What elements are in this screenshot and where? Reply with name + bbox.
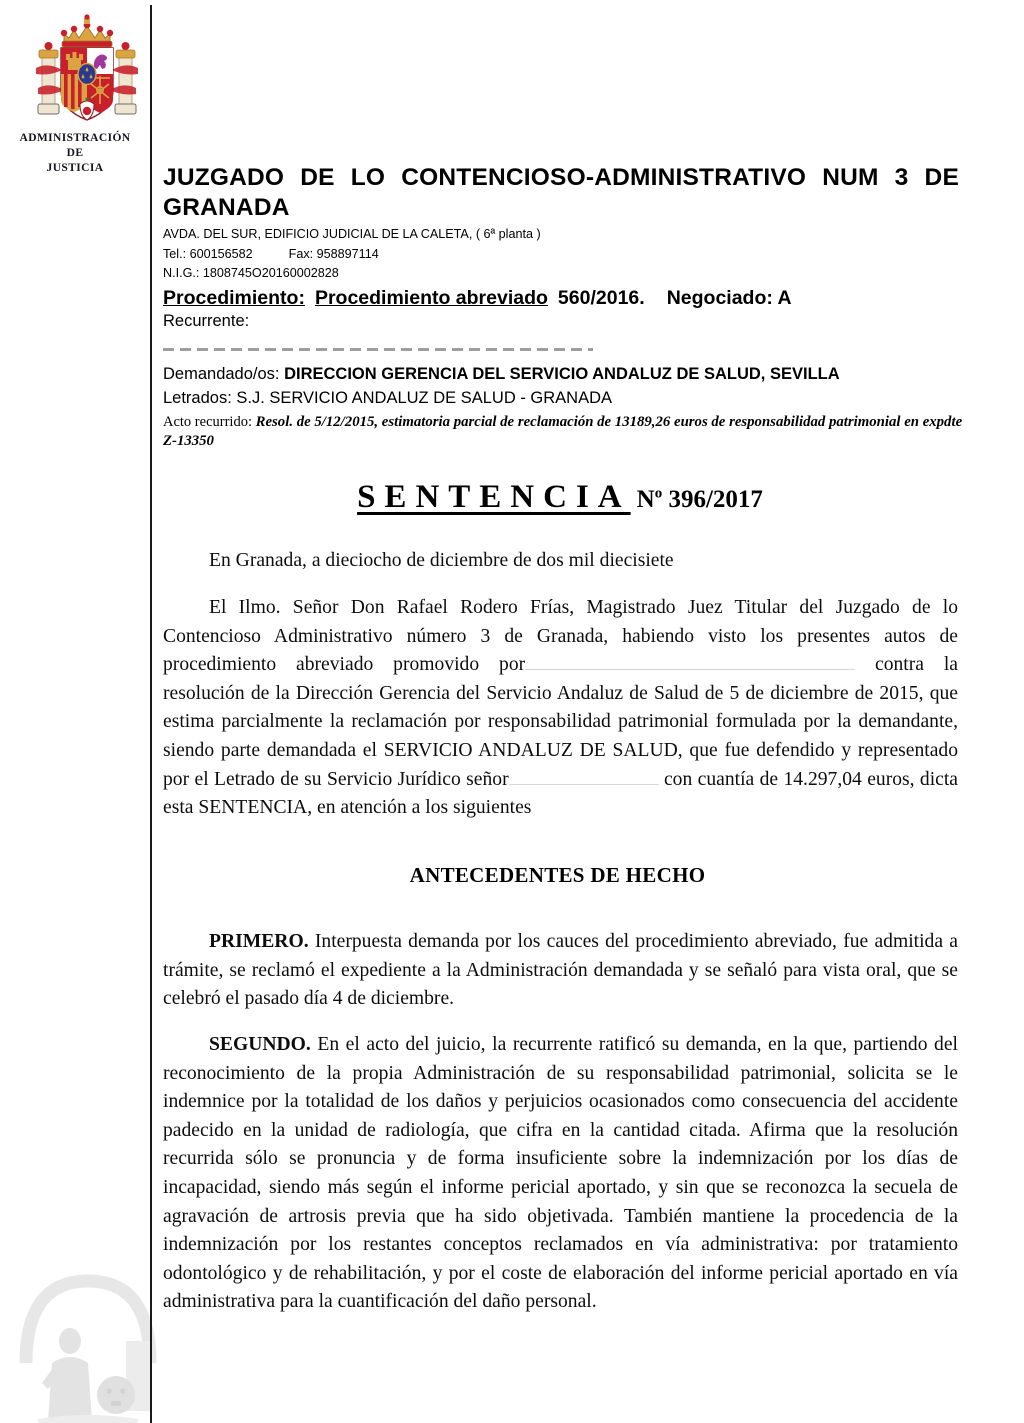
margin-divider-rule xyxy=(150,5,152,1423)
letrados-value: S.J. SERVICIO ANDALUZ DE SALUD - GRANADA xyxy=(236,388,613,407)
sentencia-number-sup: o xyxy=(654,485,663,502)
primero-label: PRIMERO. xyxy=(209,931,309,952)
court-contact xyxy=(163,246,963,263)
recurrente-label: Recurrente: xyxy=(163,311,250,330)
letrados-line xyxy=(163,387,963,409)
redacted-party-name xyxy=(163,339,593,361)
demandado-line xyxy=(163,363,963,385)
recurrente-line xyxy=(163,311,963,332)
court-nig: N.I.G.: 1808745O20160002828 xyxy=(163,266,339,280)
document-content xyxy=(160,0,1010,1423)
procedure-type: Procedimiento abreviado xyxy=(314,286,548,309)
emblem-caption xyxy=(0,131,150,176)
emblem-caption-line-3: JUSTICIA xyxy=(46,162,104,174)
demandado-label: Demandado/os: xyxy=(163,364,280,383)
segundo-label: SEGUNDO. xyxy=(209,1034,311,1055)
left-margin-column xyxy=(0,0,150,1423)
sentencia-number xyxy=(637,486,763,513)
primero-paragraph xyxy=(163,928,958,1014)
intro-text-part-2: contra la resolución de la Dirección Gerencia del Servicio Andaluz de Salud de 5 de diciembre de 2015, que estima parcialmente la reclamación por responsabilidad patrimonial formulada por la demandante, siendo parte demandada el SERVICIO ANDALUZ DE SALUD, que fue defendido y representado por el Letrado de su Servicio Jurídico señor xyxy=(163,654,958,790)
junta-de-andalucia-watermark-icon xyxy=(8,1243,168,1423)
emblem-caption-line-1: ADMINISTRACIÓN xyxy=(19,132,131,144)
segundo-paragraph xyxy=(163,1031,958,1317)
place-and-date-text: En Granada, a dieciocho de diciembre de dos mil diecisiete xyxy=(209,550,674,571)
antecedentes-heading: ANTECEDENTES DE HECHO xyxy=(409,863,706,887)
court-title xyxy=(163,163,959,223)
redacted-letrado-name xyxy=(509,767,659,785)
primero-text: Interpuesta demanda por los cauces del procedimiento abreviado, fue admitida a trámite, se reclamó el expediente a la Administración demandada y se señaló para vista oral, que se celebró el pasado día 4 de diciembre. xyxy=(163,931,958,1010)
court-address: AVDA. DEL SUR, EDIFICIO JUDICIAL DE LA CALETA, ( 6ª planta ) xyxy=(163,227,541,241)
court-header-block xyxy=(163,163,963,451)
procedure-line xyxy=(163,286,963,310)
acto-recurrido-value: Resol. de 5/12/2015, estimatoria parcial de reclamación de 13189,26 euros de responsabilidad patrimonial en expdte Z-13350 xyxy=(163,413,963,449)
segundo-text: En el acto del juicio, la recurrente ratificó su demanda, en la que, partiendo del reconocimiento de la propia Administración de su responsabilidad patrimonial, solicita se le indemnice por la totalidad de los daños y perjuicios ocasionados como consecuencia del accidente padecido en la unidad de radiología, que cifra en la cantidad citada. Afirma que la resolución recurrida sólo se pronuncia y de forma insuficiente sobre la indemnización por los días de incapacidad, siendo más según el informe pericial aportado, y sin que se reconozca la secuela de agravación de artrosis previa que ha sido objetivada. También mantiene la procedencia de la indemnización por los restantes conceptos reclamados en vía administrativa: por tratamiento odontológico y de rehabilitación, y por el coste de elaboración del informe pericial aportado en vía administrativa para la cuantificación del daño personal. xyxy=(163,1034,958,1313)
acto-recurrido-line xyxy=(163,413,963,451)
court-fax: Fax: 958897114 xyxy=(288,246,379,261)
intro-text-part-3: con cuantía de 14.297,04 euros, dicta esta SENTENCIA, en atención a los siguientes xyxy=(163,768,959,819)
acto-recurrido-label: Acto recurrido: xyxy=(163,413,252,430)
intro-text-part-1: El Ilmo. Señor Don Rafael Rodero Frías, Magistrado Juez Titular del Juzgado de lo Contencioso Administrativo número 3 de Granada, habiendo visto los presentes autos de procedimiento abreviado promovido por xyxy=(163,597,958,676)
spanish-coat-of-arms-icon xyxy=(28,12,146,130)
sentencia-number-value: 396/2017 xyxy=(668,486,763,513)
redacted-recurrente-name xyxy=(525,652,855,670)
court-title-line-2: GRANADA xyxy=(163,194,290,221)
emblem-caption-line-2: DE xyxy=(66,147,84,159)
court-title-line-1: JUZGADO DE LO CONTENCIOSO-ADMINISTRATIVO NUM 3 DE xyxy=(163,164,959,191)
introduction-paragraph xyxy=(163,594,958,823)
court-telephone: Tel.: 600156582 xyxy=(163,246,253,261)
procedure-label: Procedimiento: xyxy=(163,286,305,309)
procedure-number: 560/2016. xyxy=(557,286,645,309)
sentencia-word: SENTENCIA xyxy=(357,479,631,515)
sentencia-heading xyxy=(160,479,960,516)
demandado-value: DIRECCION GERENCIA DEL SERVICIO ANDALUZ DE SALUD, SEVILLA xyxy=(284,364,840,383)
procedure-negociado: Negociado: A xyxy=(666,286,792,309)
sentencia-number-prefix: N xyxy=(636,486,655,513)
letrados-label: Letrados: xyxy=(163,388,232,407)
place-and-date-paragraph xyxy=(163,547,958,576)
